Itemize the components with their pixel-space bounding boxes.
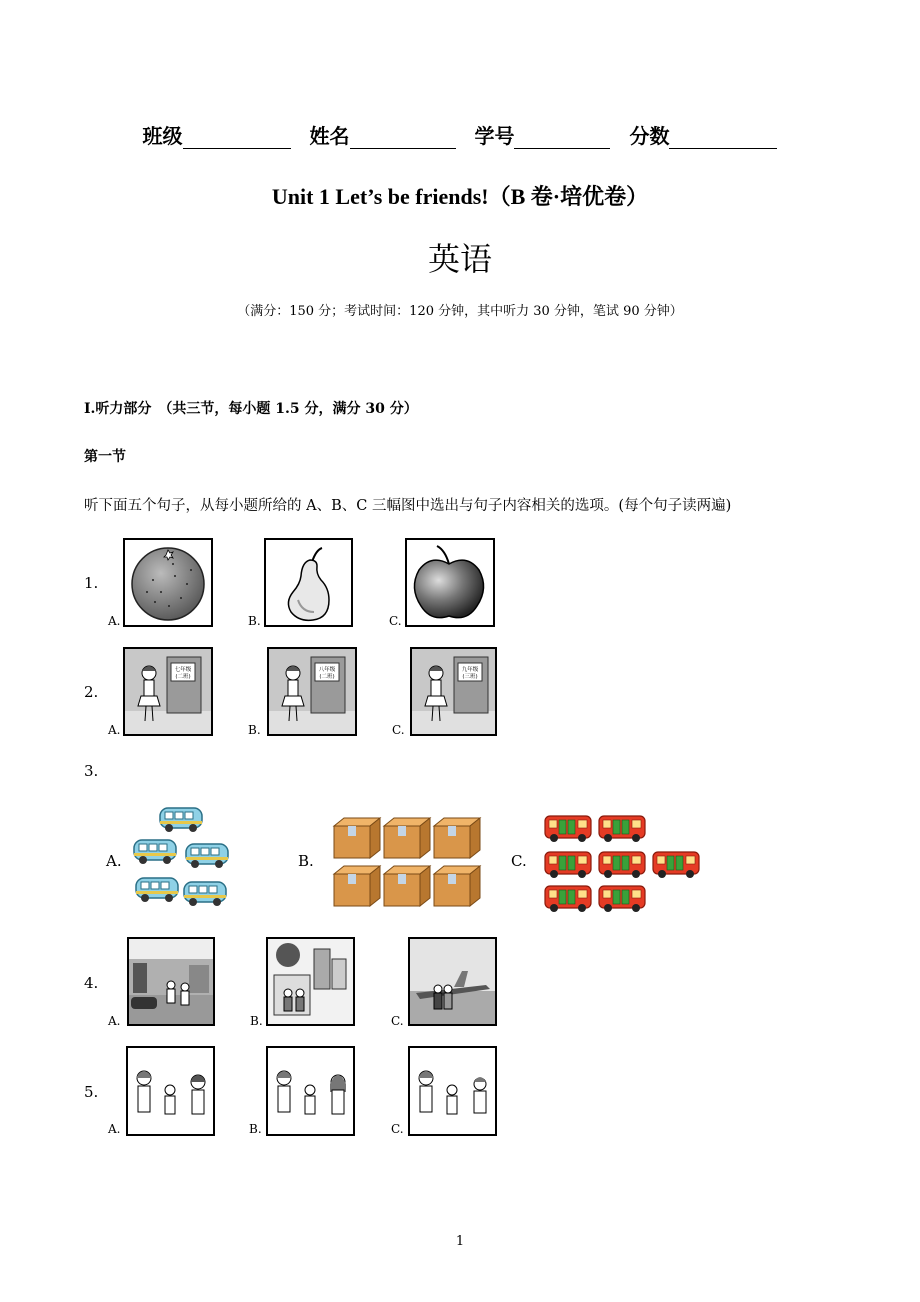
option-image[interactable] [408, 937, 497, 1026]
class-label: 班级 [142, 124, 183, 148]
question-number: 1. [84, 574, 99, 592]
question-number: 5. [84, 1083, 99, 1101]
class-field[interactable] [183, 128, 291, 149]
option-label: B. [250, 1014, 263, 1028]
question-number: 3. [84, 762, 99, 780]
option-image[interactable] [266, 937, 355, 1026]
orange-icon [125, 540, 211, 625]
option-label: B. [298, 852, 314, 870]
option-label: C. [391, 1014, 404, 1028]
option-label: A. [108, 723, 121, 737]
option-image[interactable] [267, 647, 357, 736]
door-sign-grade: 七年级 [174, 667, 192, 673]
option-image[interactable] [127, 937, 215, 1026]
section-heading: I.听力部分 （共三节，每小题 1.5 分，满分 30 分） [84, 401, 418, 417]
question-number: 2. [84, 683, 99, 701]
city-scene-icon [268, 939, 353, 1024]
girl-at-door-icon [125, 649, 211, 734]
option-label: A. [108, 614, 121, 628]
option-image[interactable] [405, 538, 495, 627]
door-sign-class: (二班) [175, 674, 191, 680]
option-label: B. [248, 723, 261, 737]
name-field[interactable] [350, 128, 456, 149]
instruction: 听下面五个句子，从每小题所给的 A、B、C 三幅图中选出与句子内容相关的选项。(每个句子读两遍) [84, 498, 732, 514]
subject-title: 英语 [427, 240, 492, 278]
door-sign-class: (三班) [462, 674, 478, 680]
score-field[interactable] [669, 128, 777, 149]
option-label: C. [389, 614, 402, 628]
option-image[interactable] [123, 647, 213, 736]
option-image[interactable] [408, 1046, 497, 1136]
apple-icon [407, 540, 493, 625]
option-label: B. [248, 614, 261, 628]
page-number: 1 [455, 1234, 465, 1249]
option-label: A. [108, 1122, 121, 1136]
option-label: C. [511, 852, 527, 870]
option-image[interactable] [126, 1046, 215, 1136]
door-sign-grade: 八年级 [318, 667, 336, 673]
option-image[interactable] [123, 538, 213, 627]
three-people-icon [410, 1048, 495, 1134]
paper-title: Unit 1 Let’s be friends!（B 卷·培优卷） [271, 184, 649, 209]
option-label: B. [249, 1122, 262, 1136]
option-label: C. [392, 723, 405, 737]
exam-note: （满分：150 分；考试时间：120 分钟，其中听力 30 分钟，笔试 90 分钟） [237, 304, 683, 319]
door-sign-class: (二班) [319, 674, 335, 680]
street-scene-icon [129, 939, 213, 1024]
minibuses-icon [130, 804, 236, 912]
question-number: 4. [84, 974, 99, 992]
girl-at-door-icon [412, 649, 495, 734]
option-image[interactable] [410, 647, 497, 736]
boxes-icon [332, 814, 482, 910]
option-image[interactable] [264, 538, 353, 627]
name-label: 姓名 [309, 124, 350, 148]
student-id-field[interactable] [514, 128, 610, 149]
part-heading: 第一节 [84, 449, 126, 465]
door-sign-grade: 九年级 [461, 667, 479, 673]
option-image[interactable] [266, 1046, 355, 1136]
option-label: C. [391, 1122, 404, 1136]
girl-at-door-icon [269, 649, 355, 734]
three-people-icon [128, 1048, 213, 1134]
pear-icon [266, 540, 351, 625]
student-id-label: 学号 [474, 124, 515, 148]
airport-scene-icon [410, 939, 495, 1024]
buses-icon [542, 814, 704, 912]
option-label: A. [106, 852, 122, 870]
score-label: 分数 [629, 124, 670, 148]
three-people-icon [268, 1048, 353, 1134]
student-info-header [0, 120, 920, 149]
option-label: A. [108, 1014, 121, 1028]
